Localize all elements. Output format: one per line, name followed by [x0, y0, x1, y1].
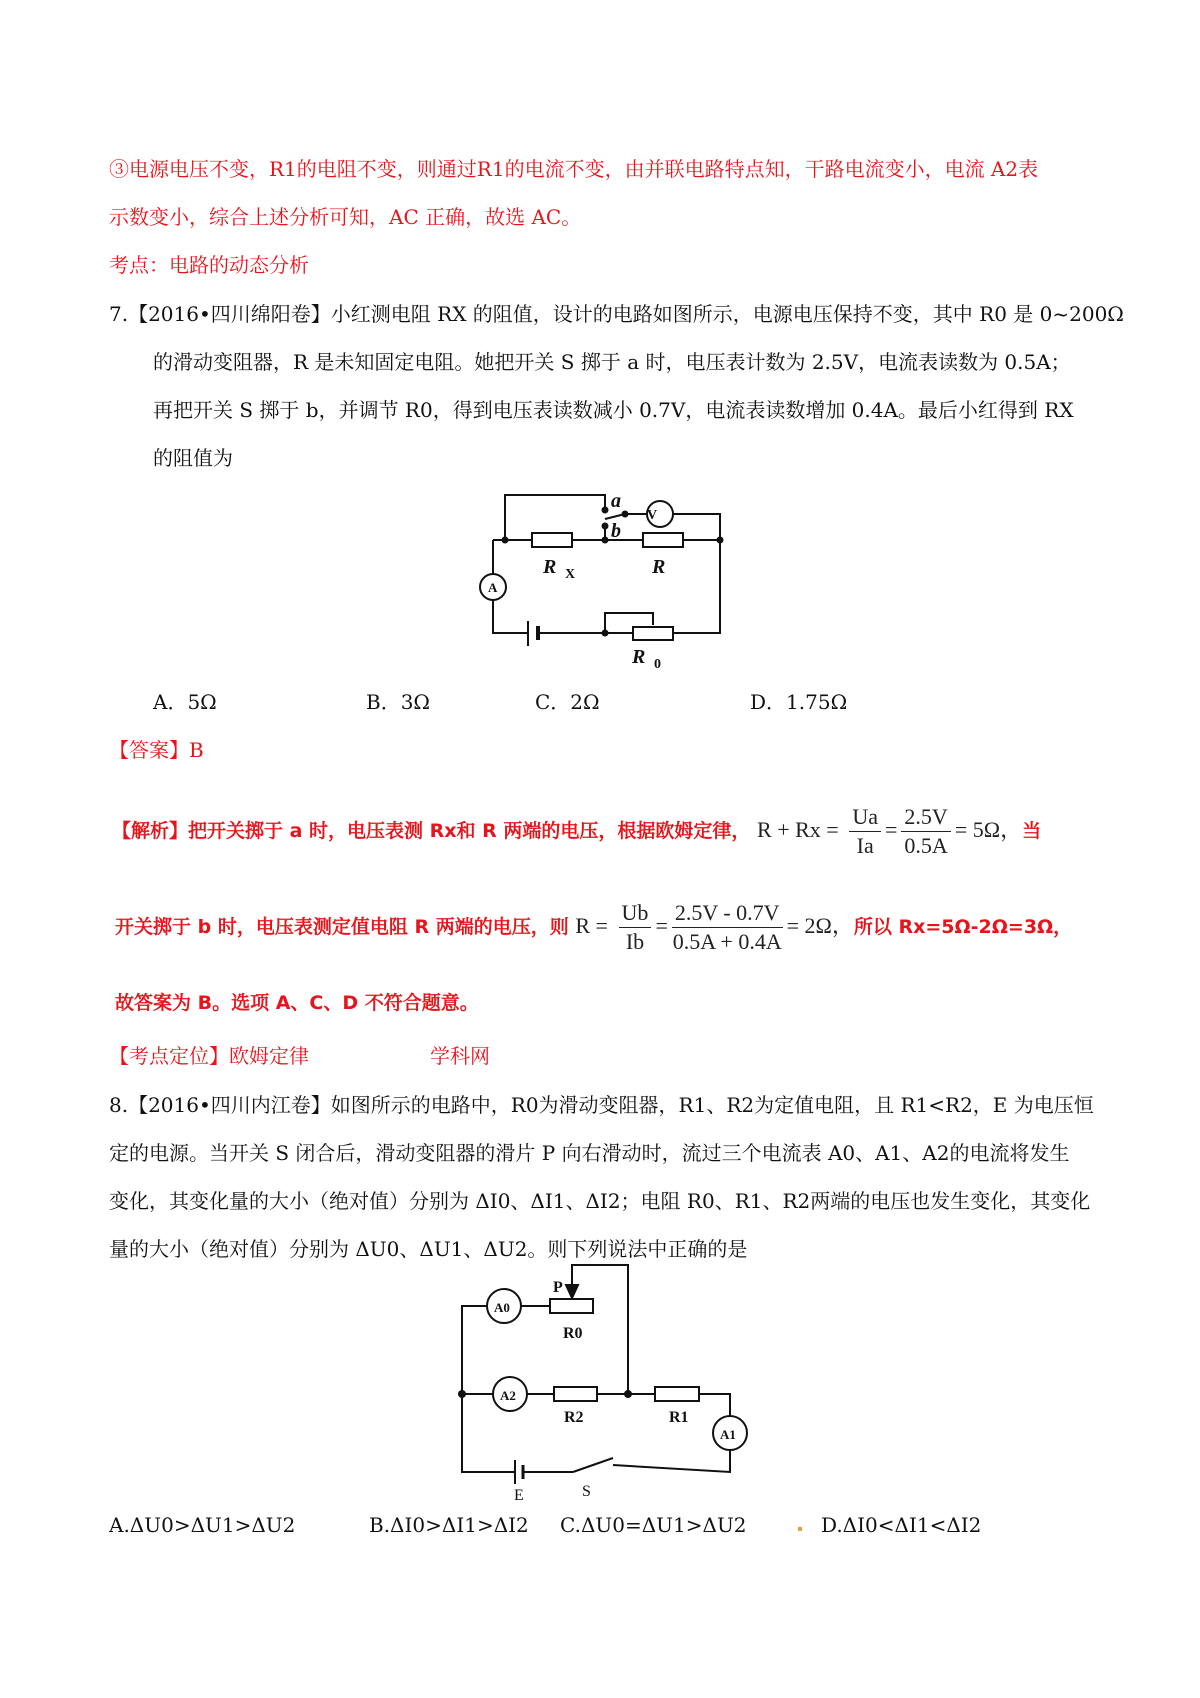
rx-sub: X [565, 567, 576, 582]
equation: R + Rx = [757, 817, 839, 842]
prev-line-2: 示数变小，综合上述分析可知，AC 正确，故选 AC。 [109, 205, 582, 229]
q8-option-b: B.ΔI0>ΔI1>ΔI2 [369, 1513, 529, 1537]
rheostat-r0 [550, 1299, 593, 1313]
q8-option-d: D.ΔI0<ΔI1<ΔI2 [821, 1513, 982, 1537]
q7-line-3: 再把开关 S 掷于 b，并调节 R0，得到电压表读数减小 0.7V，电流表读数增加 0.4A。最后小红得到 RX [153, 398, 1074, 422]
analysis-text: 【解析】把开关掷于 a 时，电压表测 Rx和 R 两端的电压，根据欧姆定律， [112, 820, 751, 842]
fraction: $\frac{2.5V - 0.7V}{0.5A + 0.4A}$ [672, 900, 782, 954]
q7-option-a: A．5Ω [153, 690, 217, 714]
slider-arrow-icon [566, 1285, 578, 1298]
q8-line-4: 量的大小（绝对值）分别为 ΔU0、ΔU1、ΔU2。则下列说法中正确的是 [109, 1237, 748, 1261]
a0-label: A0 [494, 1300, 510, 1315]
r0-label: R [632, 646, 646, 668]
analysis-line-3: 故答案为 B。选项 A、C、D 不符合题意。 [115, 992, 479, 1014]
prev-line-1: ③电源电压不变，R1的电阻不变，则通过R1的电流不变，由并联电路特点知，干路电流变小，电流 A2表 [109, 157, 1039, 181]
q8-option-a: A.ΔU0>ΔU1>ΔU2 [109, 1513, 296, 1537]
battery-label-e: E [514, 1487, 524, 1504]
stray-dot [798, 1527, 802, 1531]
fraction: $\frac{Ua}{Ia}$ [849, 803, 881, 860]
q7-line-4: 的阻值为 [153, 446, 233, 470]
ammeter-label: A [488, 580, 498, 595]
q7-answer: 【答案】B [109, 738, 204, 762]
slider-label-p: P [553, 1279, 563, 1296]
a2-label: A2 [500, 1388, 516, 1403]
q8-line-1: 8.【2016•四川内江卷】如图所示的电路中，R0为滑动变阻器，R1、R2为定值电阻，且 R1<R2，E 为电压恒 [109, 1093, 1094, 1117]
fraction: $\frac{Ub}{Ib}$ [619, 899, 652, 956]
fraction: $\frac{2.5V}{0.5A}$ [901, 803, 950, 860]
q7-option-c: C．2Ω [535, 690, 600, 714]
analysis-text: 开关掷于 b 时，电压表测定值电阻 R 两端的电压，则 [115, 916, 569, 938]
equation: R = [575, 913, 608, 938]
r-label: R [652, 556, 666, 578]
q7-option-b: B．3Ω [366, 690, 431, 714]
q8-option-c: C.ΔU0=ΔU1>ΔU2 [560, 1513, 747, 1537]
analysis-line-1: 【解析】把开关掷于 a 时，电压表测 Rx和 R 两端的电压，根据欧姆定律， R + Rx = $\frac{Ua}{Ia}$ = $\frac{2.5V}{0.5A}$ = 5Ω，当 [112, 804, 1042, 858]
q7-option-d: D．1.75Ω [750, 690, 848, 714]
q8-line-2: 定的电源。当开关 S 闭合后，滑动变阻器的滑片 P 向右滑动时，流过三个电流表 A0、A1、A2的电流将发生 [109, 1141, 1070, 1165]
r1-label: R1 [669, 1409, 689, 1426]
point-source: 学科网 [430, 1044, 490, 1068]
q8-line-3: 变化，其变化量的大小（绝对值）分别为 ΔI0、ΔI1、ΔI2；电阻 R0、R1、R2两端的电压也发生变化，其变化 [109, 1189, 1091, 1213]
r0-sub: 0 [654, 657, 661, 672]
switch-label-s: S [582, 1483, 591, 1500]
q7-line-2: 的滑动变阻器，R 是未知固定电阻。她把开关 S 掷于 a 时，电压表计数为 2.5V，电流表读数为 0.5A； [153, 350, 1071, 374]
a1-label: A1 [720, 1427, 736, 1442]
resistor-r1 [655, 1387, 699, 1401]
switch-icon [573, 1458, 613, 1472]
r0-label: R0 [563, 1325, 583, 1342]
resistor-r2 [554, 1387, 597, 1401]
voltmeter-label: V [647, 508, 658, 523]
prev-point: 考点：电路的动态分析 [109, 253, 309, 277]
switch-label-b: b [611, 520, 621, 542]
switch-label-a: a [611, 490, 621, 512]
analysis-line-2: 开关掷于 b 时，电压表测定值电阻 R 两端的电压，则 R = $\frac{Ub}{Ib}$ = $\frac{2.5V - 0.7V}{0.5A + 0.4A}$ = 2Ω，所以 Rx=5Ω-2Ω=3Ω， [115, 900, 1073, 954]
q7-line-1: 7.【2016•四川绵阳卷】小红测电阻 RX 的阻值，设计的电路如图所示，电源电压保持不变，其中 R0 是 0~200Ω [109, 302, 1124, 326]
rx-label: R [543, 556, 557, 578]
r2-label: R2 [564, 1409, 584, 1426]
point-label: 【考点定位】欧姆定律 [109, 1044, 309, 1068]
